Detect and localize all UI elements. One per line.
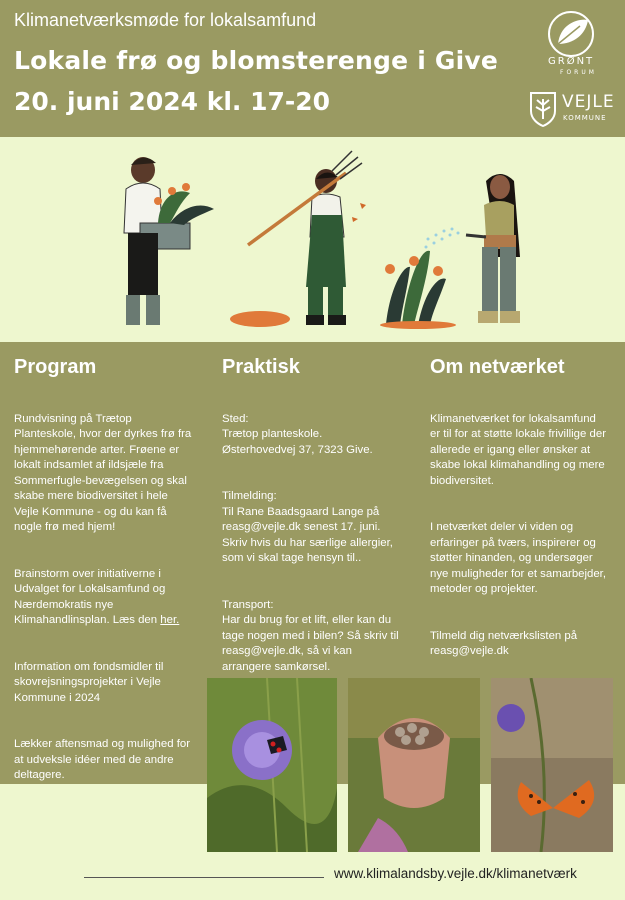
scabious-moth-photo [207,678,337,852]
program-paragraph: Brainstorm over initiativerne i Udvalget for Lokalsamfund og Nærdemokratis nye Klimahandlinsplan. Læs den her. [14,567,180,626]
climate-plan-link[interactable]: her. [160,614,180,626]
butterfly-photo [491,678,613,852]
vejle-logo-text: VEJLE [562,92,615,112]
footer-website-link[interactable]: www.klimalandsby.vejle.dk/klimanetværk [334,866,577,881]
vejle-crest-icon [528,91,558,127]
program-column [14,356,194,815]
praktisk-paragraph: Transport: Har du brug for et lift, eller kan du tage nogen med i bilen? Så skriv til reasg@vejle.dk, så vi kan arrangere samkørsel. [222,598,399,673]
netvaerk-column [430,356,606,691]
event-date: 20. juni 2024 kl. 17-20 [14,87,331,116]
netvaerk-paragraph: Tilmeld dig netværkslisten på reasg@vejle.dk [430,629,578,657]
logo-forum-text: FORUM [560,69,597,76]
person-with-hose [425,174,521,323]
praktisk-column [222,356,402,706]
logo-gron-text: GRØNT [548,56,595,67]
praktisk-heading: Praktisk [222,356,300,378]
event-kicker: Klimanetværksmøde for lokalsamfund [14,10,317,30]
event-title: Lokale frø og blomsterenge i Give [14,46,499,75]
header-banner [0,0,625,137]
program-heading: Program [14,356,97,378]
program-paragraph: Information om fondsmidler til skovrejsningsprojekter i Vejle Kommune i 2024 [14,660,164,704]
netvaerk-paragraph: I netværket deler vi viden og erfaringer på tværs, inspirerer og støtter hinanden, og undersøger nye muligheder for et samarbejder, metoder og projekter. [430,521,607,595]
kommune-logo-text: KOMMUNE [563,114,607,122]
seed-head-photo [348,678,480,852]
netvaerk-paragraph: Klimanetværket for lokalsamfund er til for at støtte lokale frivillige der allerede er igang eller ønsker at skabe lokal klimahandling og mere biodiversitet. [430,412,606,487]
gardeners-illustration [0,137,625,342]
flower-plant-cluster [380,251,456,329]
footer-divider [84,877,324,878]
netvaerk-heading: Om netværket [430,356,565,378]
person-with-rake [230,151,366,327]
person-with-plant-box [124,157,214,325]
praktisk-paragraph: Tilmelding: Til Rane Baadsgaard Lange på reasg@vejle.dk senest 17. juni. Skriv hvis du har særlige allergier, som vi skal tage hensyn til.. [222,490,393,564]
praktisk-paragraph: Sted: Trætop planteskole. Østerhovedvej 37, 7323 Give. [222,412,373,456]
program-paragraph: Lækker aftensmad og mulighed for at udveksle idéer med de andre deltagere. [14,738,191,781]
program-paragraph: Rundvisning på Trætop Planteskole, hvor der dyrkes frø fra hjemmehørende arter. Frøene er lokalt indsamlet af ildsjæle fra Sommerfugle-bevægelsen og skal skabe mere biodiversitet i hele Vejle Kommune - og du kan få nogle frø med hjem! [14,412,192,533]
